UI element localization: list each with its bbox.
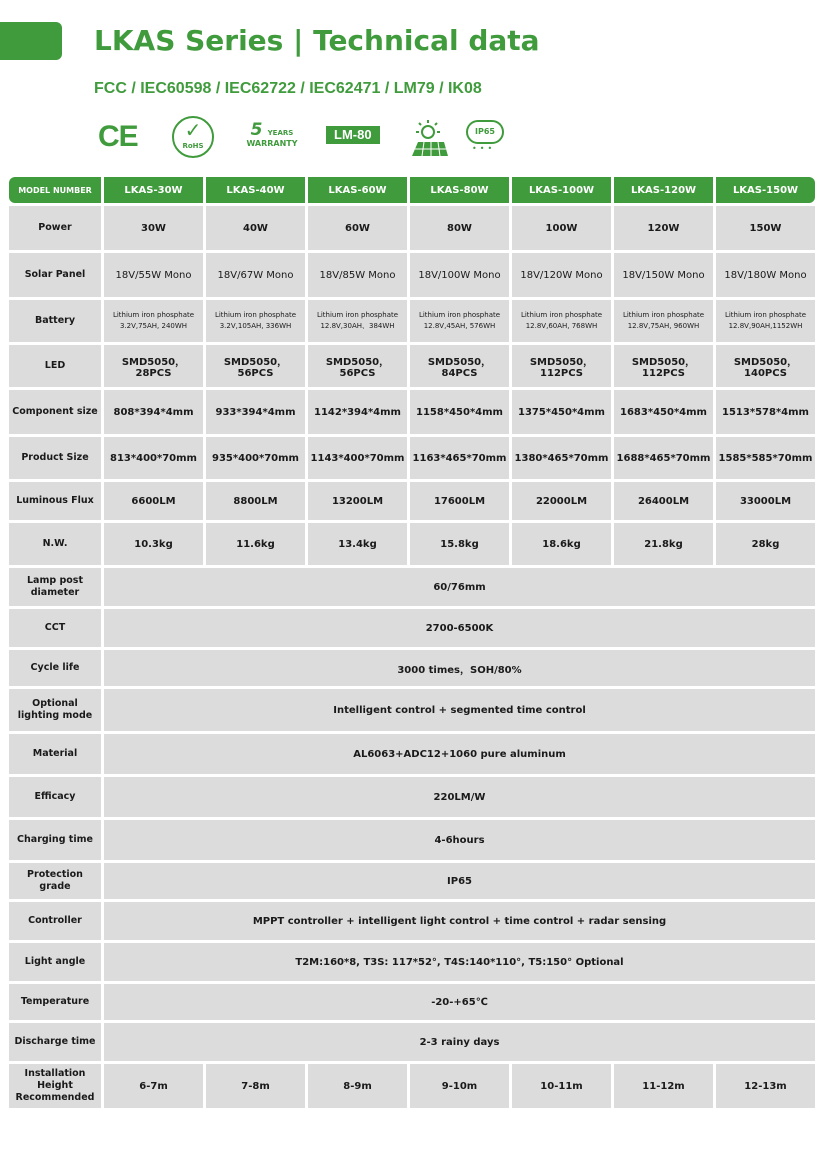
table-row <box>9 689 815 731</box>
cell-installation-height-lkas-150w: 12-13m <box>716 1064 815 1108</box>
certification-logos <box>94 114 524 164</box>
battery-line: 12.8V,75AH, 960WH <box>627 322 700 330</box>
solar-panel-icon <box>406 118 450 158</box>
cell-component-size-lkas-80w: 1158*450*4mm <box>410 390 509 434</box>
table-row <box>9 568 815 606</box>
cell-power-lkas-60w: 60W <box>308 206 407 250</box>
cell-product-size-lkas-150w: 1585*585*70mm <box>716 437 815 479</box>
row-label-luminous-flux: Luminous Flux <box>9 482 101 520</box>
cell-protection-grade-all-models: IP65 <box>104 863 815 899</box>
cell-optional-lighting-mode-all-models: Intelligent control + segmented time control <box>104 689 815 731</box>
row-label-n-w: N.W. <box>9 523 101 565</box>
cell-discharge-time-all-models: 2-3 rainy days <box>104 1023 815 1061</box>
cell-luminous-flux-lkas-30w: 6600LM <box>104 482 203 520</box>
battery-line: 12.8V,45AH, 576WH <box>423 322 496 330</box>
rain-drops-icon: ••• <box>472 144 496 153</box>
row-label-material: Material <box>9 734 101 774</box>
ce-mark-icon: CE <box>98 120 138 153</box>
model-header-lkas-150w: LKAS-150W <box>716 177 815 203</box>
cell-installation-height-lkas-80w: 9-10m <box>410 1064 509 1108</box>
cell-battery-lkas-80w <box>410 300 509 342</box>
battery-line: 3.2V,105AH, 336WH <box>219 322 292 330</box>
table-row <box>9 300 815 342</box>
cell-led-lkas-120w: SMD5050，112PCS <box>614 345 713 387</box>
battery-line: Lithium iron phosphate <box>724 311 807 319</box>
battery-line: 12.8V,90AH,1152WH <box>728 322 803 330</box>
cell-luminous-flux-lkas-120w: 26400LM <box>614 482 713 520</box>
table-row <box>9 1023 815 1061</box>
cell-led-lkas-100w: SMD5050，112PCS <box>512 345 611 387</box>
row-label-optional-lighting-mode: Optional lighting mode <box>9 689 101 731</box>
warranty-years-label: YEARS <box>267 129 294 137</box>
model-header-lkas-120w: LKAS-120W <box>614 177 713 203</box>
battery-line: Lithium iron phosphate <box>418 311 501 319</box>
row-label-protection-grade: Protection grade <box>9 863 101 899</box>
cell-battery-lkas-60w <box>308 300 407 342</box>
row-label-controller: Controller <box>9 902 101 940</box>
cell-solar-panel-lkas-100w: 18V/120W Mono <box>512 253 611 297</box>
table-row <box>9 777 815 817</box>
table-row <box>9 523 815 565</box>
table-row <box>9 437 815 479</box>
cell-n-w-lkas-120w: 21.8kg <box>614 523 713 565</box>
cell-installation-height-lkas-40w: 7-8m <box>206 1064 305 1108</box>
cell-n-w-lkas-60w: 13.4kg <box>308 523 407 565</box>
cell-battery-lkas-40w <box>206 300 305 342</box>
cell-led-lkas-80w: SMD5050，84PCS <box>410 345 509 387</box>
cell-component-size-lkas-30w: 808*394*4mm <box>104 390 203 434</box>
table-row <box>9 609 815 647</box>
lm80-badge-icon: LM-80 <box>326 126 380 144</box>
cell-solar-panel-lkas-60w: 18V/85W Mono <box>308 253 407 297</box>
cell-power-lkas-40w: 40W <box>206 206 305 250</box>
table-row <box>9 482 815 520</box>
row-label-component-size: Component size <box>9 390 101 434</box>
cell-power-lkas-30w: 30W <box>104 206 203 250</box>
row-label-discharge-time: Discharge time <box>9 1023 101 1061</box>
row-label-power: Power <box>9 206 101 250</box>
cell-luminous-flux-lkas-60w: 13200LM <box>308 482 407 520</box>
table-row <box>9 902 815 940</box>
row-label-cycle-life: Cycle life <box>9 650 101 686</box>
cell-led-lkas-150w: SMD5050，140PCS <box>716 345 815 387</box>
battery-line: Lithium iron phosphate <box>214 311 297 319</box>
cell-controller-all-models: MPPT controller + intelligent light control + time control + radar sensing <box>104 902 815 940</box>
model-header-lkas-60w: LKAS-60W <box>308 177 407 203</box>
row-label-cct: CCT <box>9 609 101 647</box>
cell-battery-lkas-150w <box>716 300 815 342</box>
cell-product-size-lkas-30w: 813*400*70mm <box>104 437 203 479</box>
warranty-label: WARRANTY <box>246 139 298 148</box>
battery-line: 12.8V,60AH, 768WH <box>525 322 598 330</box>
cell-component-size-lkas-120w: 1683*450*4mm <box>614 390 713 434</box>
rohs-check-icon: ✓ <box>184 118 202 142</box>
technical-data-table <box>6 174 818 1111</box>
cell-solar-panel-lkas-150w: 18V/180W Mono <box>716 253 815 297</box>
model-header-lkas-30w: LKAS-30W <box>104 177 203 203</box>
warranty-years-number: 5 <box>250 120 263 140</box>
header-accent-tab <box>0 22 62 60</box>
table-row <box>9 253 815 297</box>
cell-product-size-lkas-40w: 935*400*70mm <box>206 437 305 479</box>
cell-solar-panel-lkas-80w: 18V/100W Mono <box>410 253 509 297</box>
cell-component-size-lkas-150w: 1513*578*4mm <box>716 390 815 434</box>
model-number-header: MODEL NUMBER <box>9 177 101 203</box>
row-label-solar-panel: Solar Panel <box>9 253 101 297</box>
cell-component-size-lkas-100w: 1375*450*4mm <box>512 390 611 434</box>
cell-luminous-flux-lkas-40w: 8800LM <box>206 482 305 520</box>
table-row <box>9 390 815 434</box>
cell-led-lkas-40w: SMD5050，56PCS <box>206 345 305 387</box>
cell-component-size-lkas-40w: 933*394*4mm <box>206 390 305 434</box>
table-row <box>9 734 815 774</box>
row-label-installation-height: Installation Height Recommended <box>9 1064 101 1108</box>
row-label-battery: Battery <box>9 300 101 342</box>
table-row <box>9 943 815 981</box>
battery-line: Lithium iron phosphate <box>520 311 603 319</box>
table-row <box>9 1064 815 1108</box>
cell-luminous-flux-lkas-100w: 22000LM <box>512 482 611 520</box>
cell-luminous-flux-lkas-150w: 33000LM <box>716 482 815 520</box>
table-row <box>9 820 815 860</box>
table-body <box>9 206 815 1108</box>
ip65-label: IP65 <box>466 120 504 144</box>
table-row <box>9 650 815 686</box>
model-header-lkas-40w: LKAS-40W <box>206 177 305 203</box>
cell-n-w-lkas-100w: 18.6kg <box>512 523 611 565</box>
cell-power-lkas-80w: 80W <box>410 206 509 250</box>
cell-battery-lkas-100w <box>512 300 611 342</box>
cell-power-lkas-100w: 100W <box>512 206 611 250</box>
standards-line: FCC / IEC60598 / IEC62722 / IEC62471 / LM79 / IK08 <box>94 80 482 97</box>
cell-led-lkas-60w: SMD5050，56PCS <box>308 345 407 387</box>
cell-luminous-flux-lkas-80w: 17600LM <box>410 482 509 520</box>
cell-cct-all-models: 2700-6500K <box>104 609 815 647</box>
model-header-lkas-100w: LKAS-100W <box>512 177 611 203</box>
cell-component-size-lkas-60w: 1142*394*4mm <box>308 390 407 434</box>
cell-battery-lkas-120w <box>614 300 713 342</box>
battery-line: 12.8V,30AH、384WH <box>320 322 395 330</box>
cell-temperature-all-models: -20-+65℃ <box>104 984 815 1020</box>
model-header-lkas-80w: LKAS-80W <box>410 177 509 203</box>
cell-product-size-lkas-120w: 1688*465*70mm <box>614 437 713 479</box>
cell-efficacy-all-models: 220LM/W <box>104 777 815 817</box>
ip65-badge-icon <box>464 116 504 160</box>
cell-solar-panel-lkas-120w: 18V/150W Mono <box>614 253 713 297</box>
page-title: LKAS Series | Technical data <box>94 24 540 57</box>
cell-installation-height-lkas-100w: 10-11m <box>512 1064 611 1108</box>
table-row <box>9 984 815 1020</box>
cell-charging-time-all-models: 4-6hours <box>104 820 815 860</box>
row-label-led: LED <box>9 345 101 387</box>
cell-product-size-lkas-80w: 1163*465*70mm <box>410 437 509 479</box>
cell-n-w-lkas-80w: 15.8kg <box>410 523 509 565</box>
cell-power-lkas-120w: 120W <box>614 206 713 250</box>
cell-product-size-lkas-100w: 1380*465*70mm <box>512 437 611 479</box>
cell-material-all-models: AL6063+ADC12+1060 pure aluminum <box>104 734 815 774</box>
cell-n-w-lkas-40w: 11.6kg <box>206 523 305 565</box>
cell-product-size-lkas-60w: 1143*400*70mm <box>308 437 407 479</box>
cell-solar-panel-lkas-40w: 18V/67W Mono <box>206 253 305 297</box>
table-row <box>9 345 815 387</box>
cell-n-w-lkas-30w: 10.3kg <box>104 523 203 565</box>
cell-installation-height-lkas-120w: 11-12m <box>614 1064 713 1108</box>
row-label-product-size: Product Size <box>9 437 101 479</box>
table-row <box>9 206 815 250</box>
rohs-label: RoHS <box>182 142 204 150</box>
cell-installation-height-lkas-60w: 8-9m <box>308 1064 407 1108</box>
rohs-badge-icon <box>172 116 214 158</box>
battery-line: Lithium iron phosphate <box>316 311 399 319</box>
battery-line: Lithium iron phosphate <box>112 311 195 319</box>
row-label-temperature: Temperature <box>9 984 101 1020</box>
warranty-badge-icon <box>244 120 300 149</box>
cell-n-w-lkas-150w: 28kg <box>716 523 815 565</box>
cell-power-lkas-150w: 150W <box>716 206 815 250</box>
row-label-lamp-post-diameter: Lamp post diameter <box>9 568 101 606</box>
table-header-row <box>9 177 815 203</box>
cell-cycle-life-all-models: 3000 times，SOH/80% <box>104 650 815 686</box>
table-row <box>9 863 815 899</box>
battery-line: Lithium iron phosphate <box>622 311 705 319</box>
cell-light-angle-all-models: T2M:160*8, T3S: 117*52°, T4S:140*110°, T5:150° Optional <box>104 943 815 981</box>
battery-line: 3.2V,75AH, 240WH <box>119 322 188 330</box>
cell-led-lkas-30w: SMD5050，28PCS <box>104 345 203 387</box>
row-label-charging-time: Charging time <box>9 820 101 860</box>
cell-installation-height-lkas-30w: 6-7m <box>104 1064 203 1108</box>
row-label-light-angle: Light angle <box>9 943 101 981</box>
cell-lamp-post-diameter-all-models: 60/76mm <box>104 568 815 606</box>
row-label-efficacy: Efficacy <box>9 777 101 817</box>
cell-solar-panel-lkas-30w: 18V/55W Mono <box>104 253 203 297</box>
cell-battery-lkas-30w <box>104 300 203 342</box>
